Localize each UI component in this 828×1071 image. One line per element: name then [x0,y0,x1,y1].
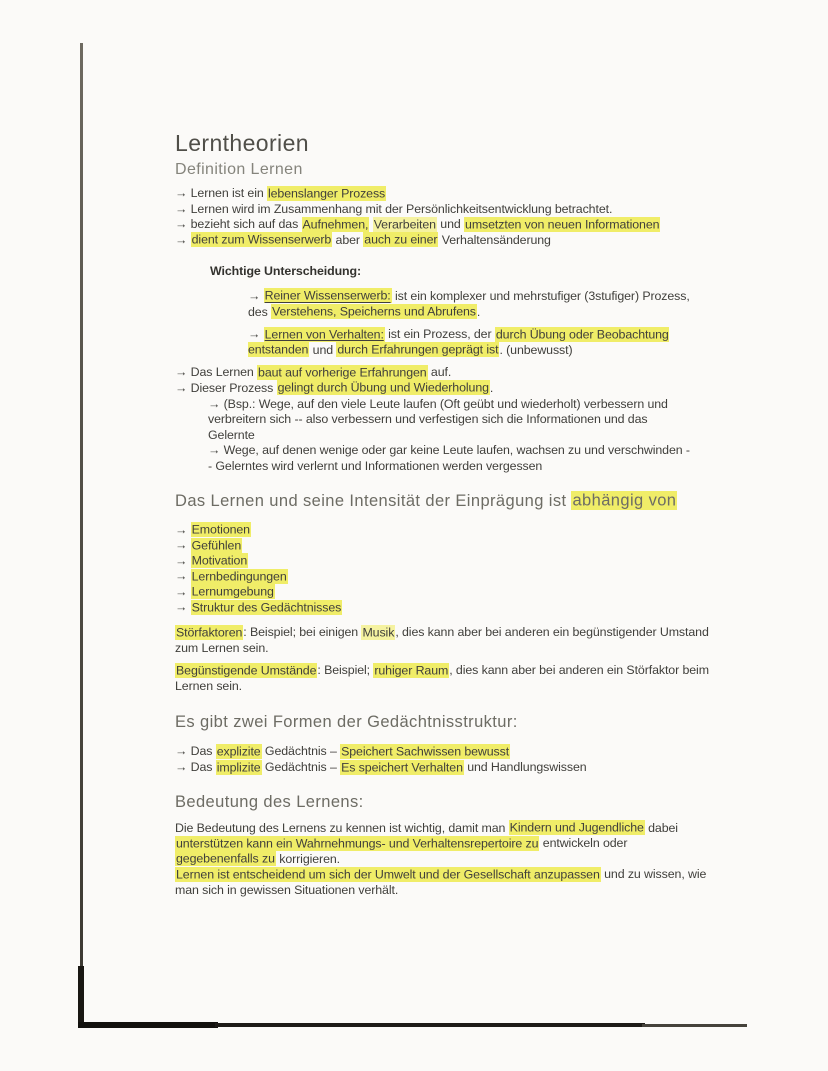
bullet-line [208,397,690,444]
highlighted-text: lebenslanger Prozess [267,186,386,200]
highlighted-text: Lernen von Verhalten: [264,327,384,342]
highlighted-text: Gefühlen [191,538,242,553]
text-run: auf. [427,365,452,380]
arrow-bullet-icon: → [175,217,191,232]
highlighted-text: Reiner Wissenserwerb: [264,288,391,303]
bullet-line [175,233,740,249]
arrow-bullet-icon: → [175,744,191,759]
highlighted-text: explizite [216,744,261,759]
highlighted-text: Kindern und Jugendliche [509,820,644,835]
text-run: (Bsp.: Wege, auf den viele Leute laufen (Oft geübt und wiederholt) verbessern und verbreitern sich -- also verbessern und verfestigen sich die Informationen und das Gelernte [208,396,668,442]
document-content [175,130,740,899]
bullet-line [175,585,740,601]
arrow-bullet-icon: → [175,232,191,247]
highlighted-text: Es speichert Verhalten [341,760,463,775]
arrow-bullet-icon: → [248,327,264,342]
paragraph [175,625,710,656]
highlighted-text: Verarbeiten [373,217,436,232]
page-bottom-edge-shadow-mid [215,1023,645,1027]
text-run: Bedeutung des Lernens: [175,792,364,811]
text-run: und [309,342,337,357]
bullet-line [248,289,703,320]
highlighted-text: Lernumgebung [191,584,274,599]
text-run: Wege, auf denen wenige oder gar keine Leute laufen, wachsen zu und verschwinden -- Gelerntes wird verlernt und Informationen werden vergessen [208,443,690,473]
text-run: . (unbewusst) [499,342,573,357]
highlighted-text: Aufnehmen, [302,217,369,232]
bullet-line [175,365,740,381]
text-run: Gedächtnis – [261,760,341,775]
text-run: Die Bedeutung des Lernens zu kennen ist wichtig, damit man [175,820,509,835]
highlighted-text: Struktur des Gedächtnisses [191,600,342,615]
highlighted-text: baut auf vorherige Erfahrungen [258,365,427,380]
arrow-bullet-icon: → [208,396,224,411]
arrow-bullet-icon: → [175,186,191,200]
text-run: Lernen ist ein [190,186,267,200]
text-run: korrigieren. [275,851,341,866]
highlighted-text: auch zu einer [364,232,438,247]
text-run: aber [332,232,364,247]
arrow-bullet-icon: → [175,380,191,395]
highlighted-text: Lernen ist entscheidend um sich der Umwelt und der Gesellschaft anzupassen [176,867,600,882]
bullet-line [208,443,690,474]
highlighted-text: Musik [362,625,395,640]
bullet-line [175,600,740,616]
text-run: und [436,217,465,232]
highlighted-text: durch Erfahrungen geprägt ist [337,342,499,357]
highlighted-text: Störfaktoren [176,625,243,640]
paragraph [175,821,710,868]
highlighted-text: Speichert Sachwissen bewusst [341,744,510,759]
text-run: . [476,304,481,319]
arrow-bullet-icon: → [175,553,191,568]
text-run: Gedächtnis – [261,744,341,759]
bullet-line [175,381,740,397]
bullet-line [175,569,740,585]
text-run: Das [190,760,216,775]
highlighted-text: dient zum Wissenserwerb [191,232,332,247]
text-run: Das [190,744,216,759]
bullet-line [175,554,740,570]
text-run: Dieser Prozess [190,380,277,395]
handwritten-heading [175,491,740,511]
paragraph [175,867,710,898]
highlighted-text: Lernbedingungen [191,569,287,584]
text-run: Verhaltensänderung [438,232,551,247]
bullet-line [175,760,740,776]
text-run: und Handlungswissen [463,760,587,775]
paragraph [175,663,710,694]
text-run: : Beispiel; bei einigen [243,625,362,640]
arrow-bullet-icon: → [175,600,191,615]
arrow-bullet-icon: → [175,569,191,584]
highlighted-text: implizite [216,760,261,775]
highlighted-text: unterstützen kann ein Wahrnehmungs- und Verhaltensrepertoire zu [176,836,539,851]
text-run: und zu wissen, wie man sich in gewissen Situationen verhält. [175,867,707,897]
bullet-line [175,523,740,539]
arrow-bullet-icon: → [175,584,191,599]
handwritten-heading [175,792,740,812]
text-run: Das Lernen und seine Intensität der Einprägung ist [175,491,572,510]
bullet-line [175,186,740,202]
arrow-bullet-icon: → [208,443,224,458]
document-title: Lerntheorien [175,130,309,156]
text-run: bezieht sich auf das [190,217,302,232]
bullet-line [175,538,740,554]
text-run: : Beispiel; [317,663,374,678]
text-run: , dies kann aber bei anderen ein Störfaktor beim Lernen sein. [175,663,709,693]
bullet-line [248,327,703,358]
handwritten-heading [175,712,740,732]
highlighted-text: gegebenenfalls zu [176,851,275,866]
arrow-bullet-icon: → [175,538,191,553]
highlighted-text: gelingt durch Übung und Wiederholung [277,380,489,395]
arrow-bullet-icon: → [175,201,191,216]
text-run: Lernen wird im Zusammenhang mit der Persönlichkeitsentwicklung betrachtet. [190,201,613,216]
highlighted-text: durch Übung oder Beobachtung entstanden [248,327,669,357]
text-run: . [489,380,494,395]
arrow-bullet-icon: → [175,522,191,537]
text-run: Wichtige Unterscheidung: [210,264,362,279]
page-bottom-edge-shadow [78,1022,218,1028]
bullet-line [175,202,740,218]
bullet-line [175,217,740,233]
text-run: Das Lernen [190,365,258,380]
text-run: , dies kann aber bei anderen ein begünstigender Umstand zum Lernen sein. [175,625,709,655]
highlighted-text: abhängig von [572,491,677,510]
page-left-edge-shadow-thick [78,966,84,1026]
highlighted-text: ruhiger Raum [374,663,449,678]
text-run: Es gibt zwei Formen der Gedächtnisstruktur: [175,713,518,732]
arrow-bullet-icon: → [248,288,264,303]
page-bottom-edge-shadow-thin [642,1024,747,1027]
highlighted-text: Emotionen [191,522,250,537]
highlighted-text: Begünstigende Umstände [176,663,317,678]
text-run: ist ein komplexer und mehrstufiger (3stufiger) Prozess, des [248,288,690,319]
arrow-bullet-icon: → [175,760,191,775]
section-heading [210,264,740,280]
highlighted-text: Motivation [191,553,248,568]
text-run: dabei [644,820,678,835]
highlighted-text: umsetzten von neuen Informationen [465,217,660,232]
bullet-line [175,744,740,760]
arrow-bullet-icon: → [175,365,191,380]
highlighted-text: Verstehens, Speicherns und Abrufens [272,304,476,319]
page-left-edge-shadow [80,43,83,968]
document-subtitle: Definition Lernen [175,161,303,178]
text-run: entwickeln oder [539,836,628,851]
text-run: ist ein Prozess, der [384,327,495,342]
document-body [175,186,740,899]
